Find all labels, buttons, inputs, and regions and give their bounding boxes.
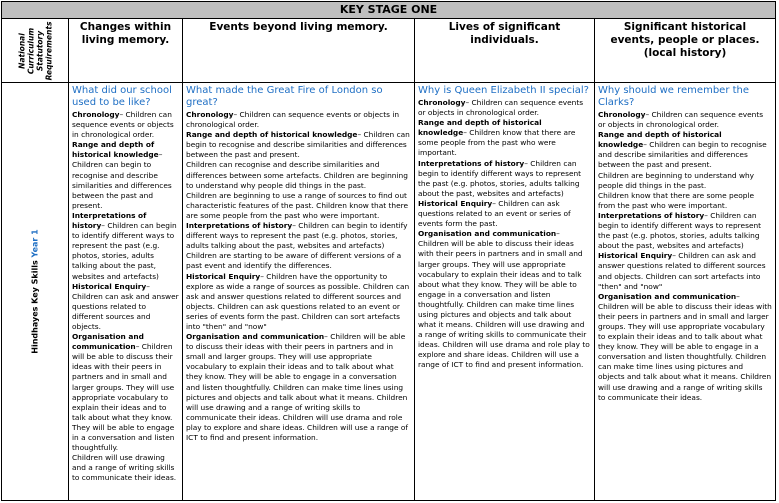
skill-text: Children will use drawing and a range of writing skills to communicate their ideas. [72, 453, 177, 483]
skill-paragraph [598, 171, 772, 191]
skill-paragraph [186, 221, 411, 251]
key-skills-prefix: Hindhayes Key Skills [30, 260, 40, 354]
key-skills-side-text [31, 229, 40, 353]
cell-body [72, 110, 179, 483]
cell-title: Why is Queen Elizabeth II special? [418, 85, 589, 96]
skill-paragraph [72, 110, 179, 140]
skill-paragraph [418, 98, 591, 118]
skill-heading: Historical Enquiry [72, 281, 147, 291]
skill-text: – Children can ask questions related to an event or series of events form the past. [418, 198, 571, 229]
skill-paragraph [186, 110, 411, 130]
skill-text: – Children can sequence events or objects in chronological order. [72, 110, 174, 140]
column-header-3: Lives of significant individuals. [448, 21, 561, 46]
cell-title: What made the Great Fire of London so great? [186, 85, 383, 108]
curriculum-side-label [2, 19, 68, 82]
skill-paragraph [598, 130, 772, 170]
skill-heading: Historical Enquiry [186, 271, 261, 281]
skill-heading: Historical Enquiry [598, 251, 673, 261]
header-row [2, 19, 775, 83]
skills-cell [415, 83, 594, 500]
side-line-2: Curriculum [26, 27, 35, 74]
skill-text: Children are starting to be aware of different versions of a past event and identify the differences. [186, 251, 402, 271]
skill-text: – Children can begin to identify different ways to represent the past (e.g. photos, stories, adults talking about the past, websites and artefacts) [186, 221, 408, 251]
skill-heading: Organisation and communication [186, 332, 325, 342]
key-skills-side-label [2, 83, 68, 500]
skill-paragraph [598, 191, 772, 211]
side-line-3: Statutory [35, 30, 44, 71]
skill-paragraph [72, 140, 179, 211]
skill-text: Children know that there are some people from the past who were important. [598, 190, 755, 210]
skill-heading: Interpretations of history [598, 210, 705, 220]
skills-cell [183, 83, 414, 500]
cell-title: Why should we remember the Clarks? [598, 85, 750, 108]
skill-heading: Chronology [72, 110, 120, 119]
skill-paragraph [186, 251, 411, 271]
skill-paragraph [72, 453, 179, 483]
skill-paragraph [186, 332, 411, 443]
skills-cell [69, 83, 182, 500]
side-line-4: Requirements [44, 21, 53, 80]
skill-text: – Children can begin to recognise and describe similarities and differences between the past and present. [598, 140, 767, 170]
skill-heading: Range and depth of historical knowledge [598, 130, 722, 150]
skill-text: – Children can sequence events or objects in chronological order. [418, 98, 584, 118]
skill-heading: Range and depth of historical knowledge [186, 130, 358, 140]
skill-paragraph [186, 191, 411, 221]
skill-text: – Children can sequence events or objects in chronological order. [598, 110, 764, 130]
skill-text: – Children can begin to identify different ways to represent the past (e.g. photos, stories, adults talking about the past, websites and artefacts) [72, 221, 177, 281]
skill-heading: Organisation and communication [598, 291, 737, 301]
skill-text: – Children can begin to recognise and describe similarities and differences between the past and present. [186, 130, 410, 160]
skill-text: Children can recognise and describe similarities and differences between some artefacts. Children are beginning to understand why people did things in the past. [186, 160, 408, 190]
skill-paragraph [418, 159, 591, 199]
skill-heading: Interpretations of history [186, 221, 293, 231]
year-label: Year 1 [30, 229, 40, 258]
skill-text: – Children know that there are some people from the past who were important. [418, 128, 576, 158]
key-stage-banner: KEY STAGE ONE [2, 2, 775, 19]
skill-paragraph [598, 251, 772, 291]
skill-text: – Children can ask and answer questions related to different sources and objects. [72, 281, 179, 331]
skill-paragraph [72, 211, 179, 282]
skill-text: – Children will be able to discuss their ideas with their peers in partners and in small and larger groups. They will use appropriate vocabulary to explain their ideas and to talk about what they know. They will be able to engage in a conversation and listen thoughtfully. Children can make time lines using pictures and objects and talk about what it means. Children will use drawing and a range of writing skills to communicate their ideas. Children will use drama and role play to explore and share ideas. Children will use a range of ICT to find and present information. [418, 229, 590, 370]
skill-text: – Children have the opportunity to explore as wide a range of sources as possible. Children can ask and answer questions related to different sources and objects. Children can ask questions related to an event or series of events form the past. Children can sort artefacts into "then" and "now" [186, 271, 410, 331]
skill-text: – Children can begin to recognise and describe similarities and differences between the past and present. [72, 150, 172, 210]
skill-text: – Children can begin to identify different ways to represent the past (e.g. photos, stories, adults talking about the past, websites and artefacts) [598, 210, 762, 251]
skill-paragraph [598, 110, 772, 130]
skill-heading: Range and depth of historical knowledge [72, 140, 159, 160]
skill-heading: Chronology [418, 98, 466, 107]
skill-heading: Chronology [186, 110, 234, 119]
skill-paragraph [418, 229, 591, 370]
skill-paragraph [72, 332, 179, 453]
column-header-2: Events beyond living memory. [209, 21, 388, 33]
skill-heading: Interpretations of history [72, 210, 147, 231]
column-header-1: Changes within living memory. [79, 21, 172, 46]
skill-paragraph [186, 272, 411, 333]
skill-text: – Children can begin to identify different ways to represent the past (e.g. photos, stories, adults talking about the past, websites and artefacts) [418, 158, 582, 198]
curriculum-side-text [17, 21, 53, 80]
skill-paragraph [418, 199, 591, 229]
skill-text: – Children can ask and answer questions related to different sources and objects. Children can sort artefacts into "then" and "now" [598, 251, 766, 291]
column-header-4: Significant historical events, people or places. (local history) [610, 21, 760, 59]
skill-text: – Children will be able to discuss their ideas with their peers in partners and in small and larger groups. They will use appropriate vocabulary to explain their ideas and to talk about what they know. They will be able to engage in a conversation and listen thoughtfully. Children can make time lines using pictures and objects and talk about what it means. Children will use drawing and a range of writing skills to communicate their ideas. Children will use drama and role play to explore and share ideas. Children will use a range of ICT to find and present information. [186, 332, 408, 442]
skill-text: – Children can sequence events or objects in chronological order. [186, 110, 400, 130]
skill-paragraph [598, 292, 772, 403]
key-stage-table [1, 1, 776, 501]
skill-text: Children are beginning to use a range of sources to find out characteristic features of the past. Children know that there are some people from the past who were important. [186, 190, 409, 220]
skill-paragraph [186, 160, 411, 190]
skill-paragraph [72, 282, 179, 332]
skill-heading: Historical Enquiry [418, 198, 493, 208]
cell-body [598, 110, 772, 403]
skill-heading: Range and depth of historical knowledge [418, 118, 542, 138]
skill-heading: Organisation and communication [72, 332, 144, 352]
skill-text: – Children will be able to discuss their ideas with their peers in partners and in small and larger groups. They will use appropriate vocabulary to explain their ideas and to talk about what they know. They will be able to engage in a conversation and listen thoughtfully. [72, 342, 175, 453]
cell-title: What did our school used to be like? [72, 85, 172, 108]
skill-text: Children are beginning to understand why people did things in the past. [598, 170, 755, 190]
cell-body [418, 98, 591, 371]
skill-text: – Children will be able to discuss their ideas with their peers in partners and in small and larger groups. They will use appropriate vocabulary to explain their ideas and to talk about what they know. They will be able to engage in a conversation and listen thoughtfully. Children can make time lines using pictures and objects and talk about what it means. Children will use drawing and a range of writing skills to communicate their ideas. [598, 291, 772, 402]
skill-heading: Interpretations of history [418, 158, 525, 168]
skills-cell [595, 83, 775, 500]
skill-paragraph [186, 130, 411, 160]
skill-heading: Organisation and communication [418, 229, 557, 239]
skill-heading: Chronology [598, 110, 646, 119]
skill-paragraph [418, 118, 591, 158]
cell-body [186, 110, 411, 443]
side-line-1: National [17, 32, 26, 69]
skill-paragraph [598, 211, 772, 251]
